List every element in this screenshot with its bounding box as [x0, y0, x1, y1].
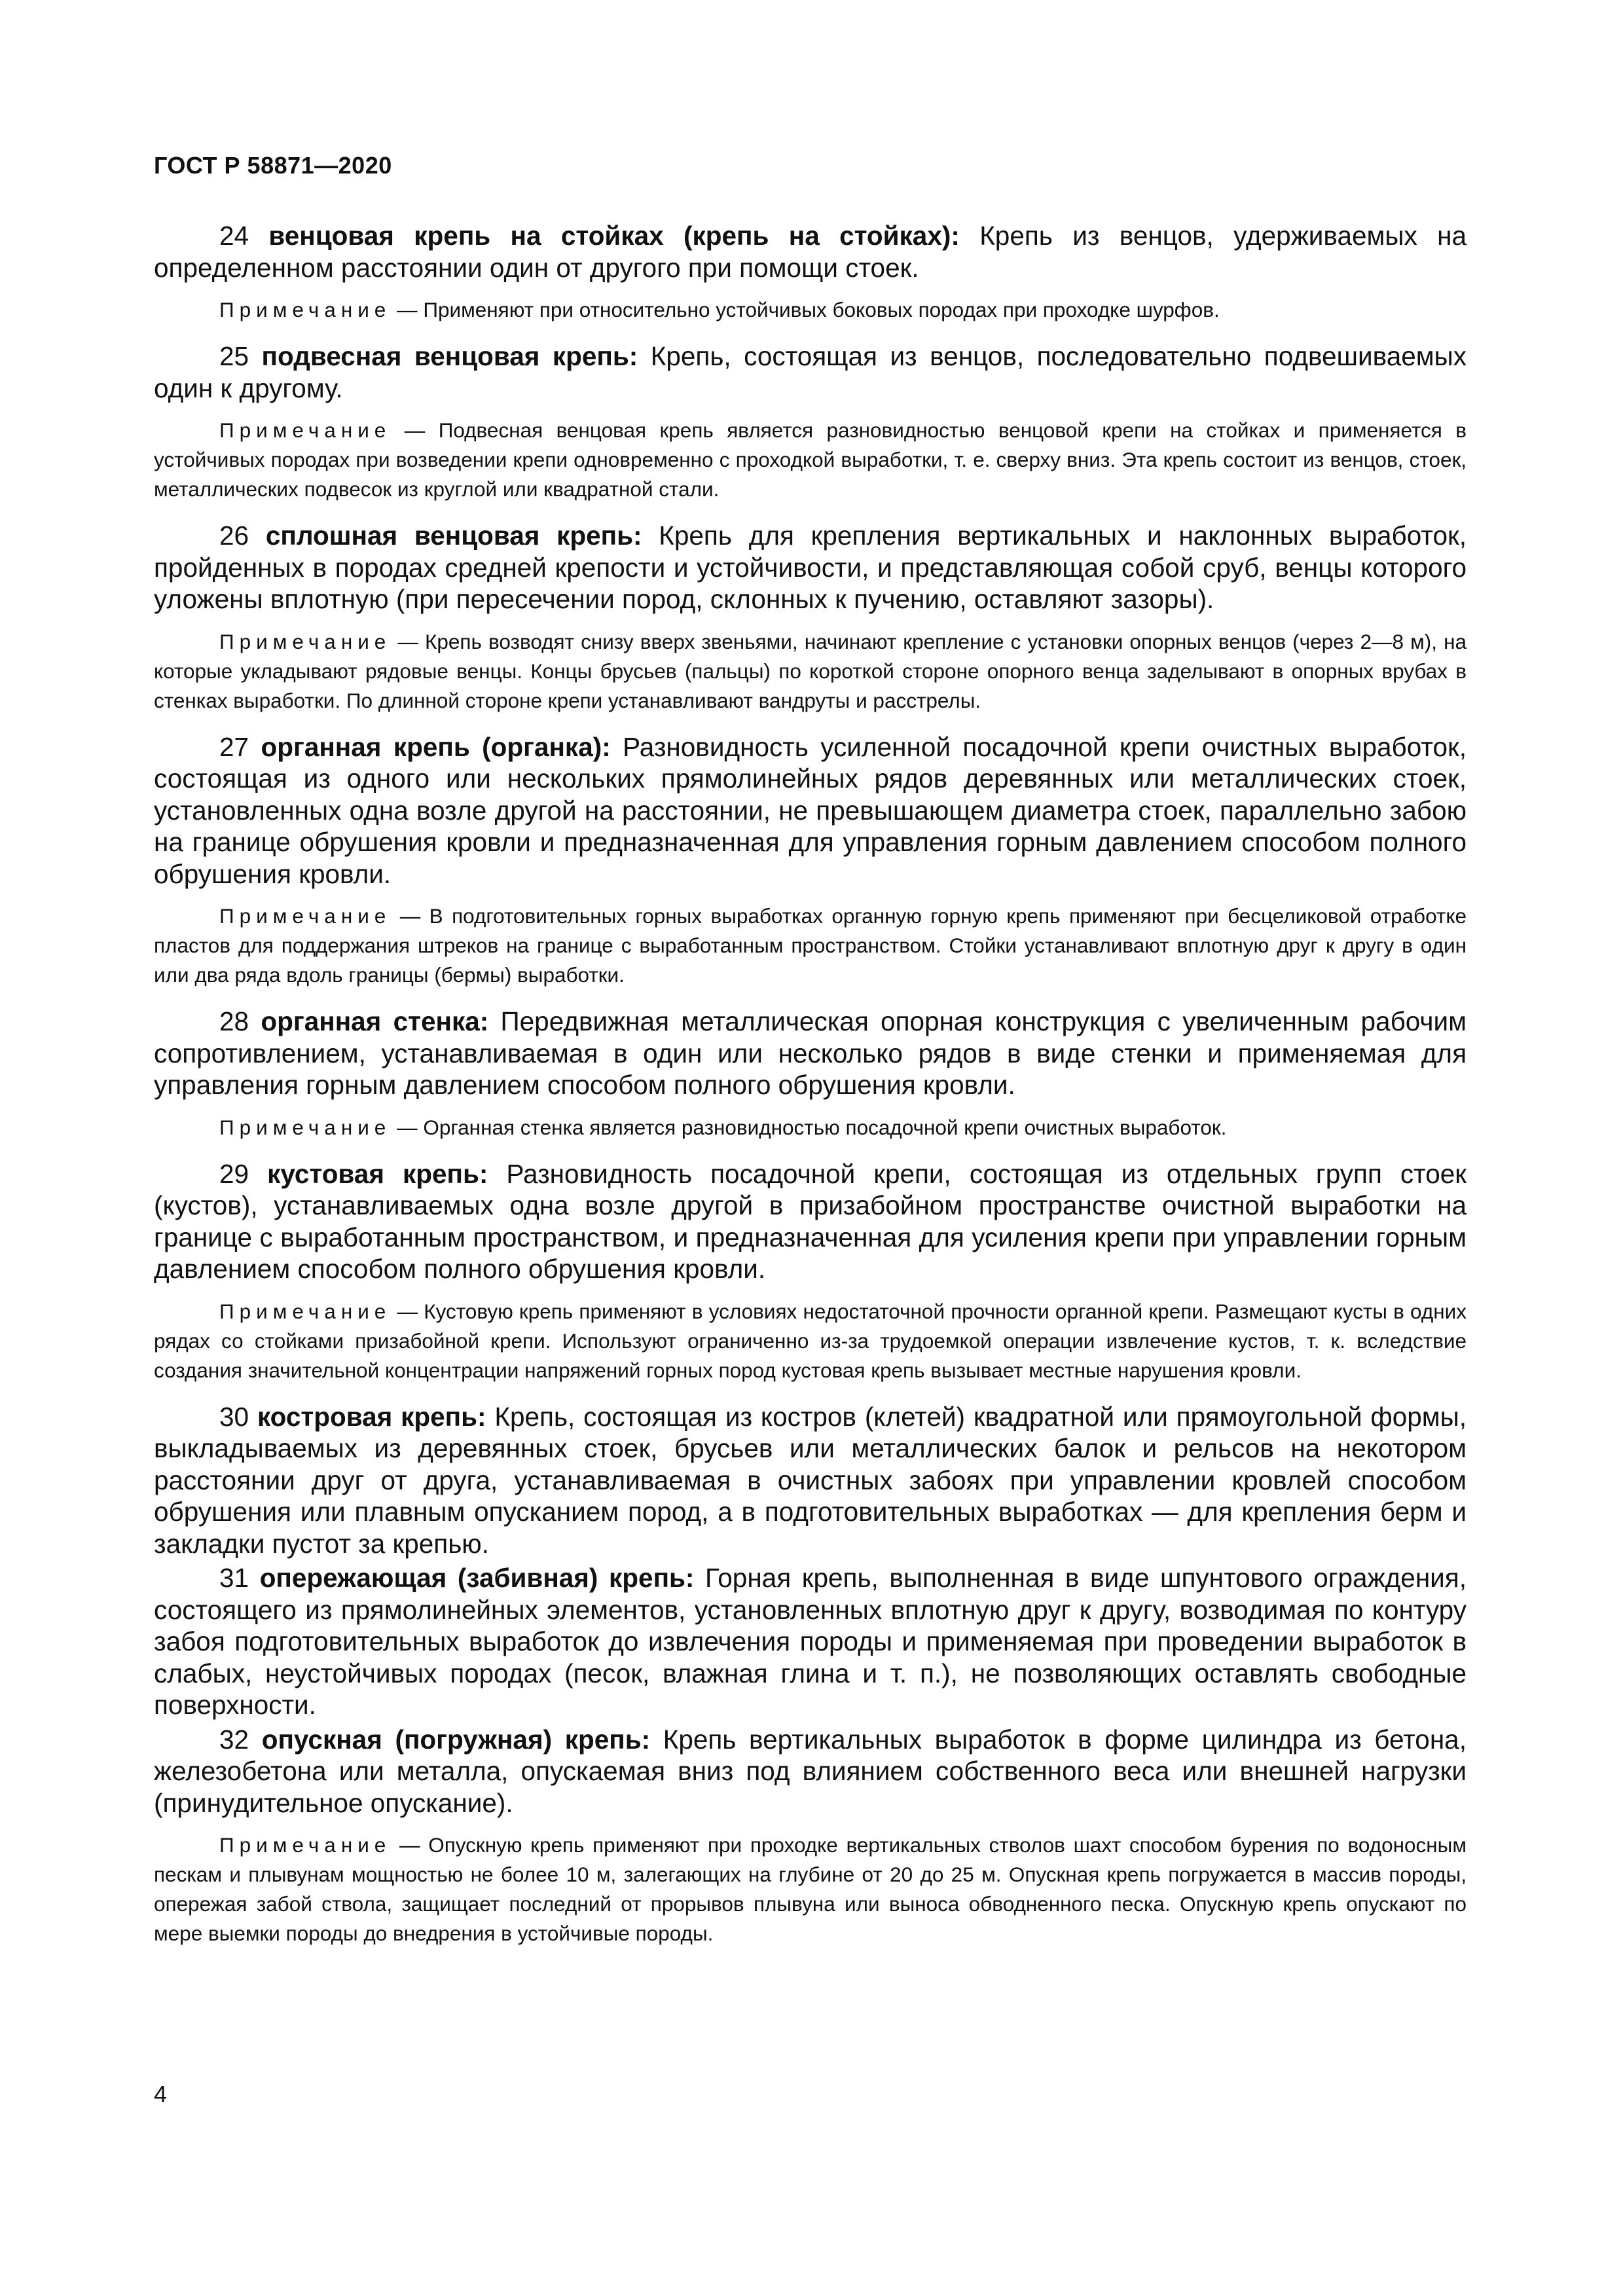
- term-title: подвесная венцовая крепь:: [261, 341, 638, 371]
- note-text: — Применяют при относительно устойчивых боковых породах при проходке шурфов.: [397, 298, 1220, 321]
- term-definition: Разновидность усиленной посадочной крепи очистных выработок, состоящая из одного или нескольких прямолинейных рядов деревянных или металлических стоек, установленных одна возле другой на расстоянии, не превышающем диаметра стоек, параллельно забою на границе обрушения кровли и предназначенная для управления горным давлением способом полного обрушения кровли.: [154, 731, 1467, 889]
- term-note: [154, 902, 1467, 990]
- note-label: Примечание: [219, 1833, 392, 1857]
- term-number: 28: [219, 1006, 249, 1036]
- term-title: кустовая крепь:: [267, 1158, 488, 1189]
- term-definition: Передвижная металлическая опорная конструкция с увеличенным рабочим сопротивлением, устанавливаемая в один или несколько рядов в виде стенки и применяемая для управления горным давлением способом полного обрушения кровли.: [154, 1006, 1467, 1100]
- note-label: Примечание: [219, 1115, 392, 1139]
- term-number: 29: [219, 1158, 249, 1189]
- term-note: [154, 295, 1467, 325]
- term-title: венцовая крепь на стойках (крепь на стойках):: [268, 221, 960, 251]
- note-label: Примечание: [219, 418, 392, 442]
- document-body: [154, 220, 1467, 1964]
- term-definition: Крепь для крепления вертикальных и наклонных выработок, пройденных в породах средней крепости и устойчивости, и представляющая собой сруб, венцы которого уложены вплотную (при пересечении пород, склонных к пучению, оставляют зазоры).: [154, 520, 1467, 614]
- term-entry: [154, 1724, 1467, 1819]
- term-definition: Разновидность посадочной крепи, состоящая из отдельных групп стоек (кустов), устанавливаемых одна возле другой в призабойном пространстве очистной выработки на границе с выработанным пространством, и предназначенная для усиления крепи при управлении горным давлением способом полного обрушения кровли.: [154, 1158, 1467, 1284]
- note-text: — Кустовую крепь применяют в условиях недостаточной прочности органной крепи. Размещают кусты в одних рядах со стойками призабойной крепи. Используют ограниченно из-за трудоемкой операции извлечение кустов, т. к. вследствие создания значительной концентрации напряжений горных пород кустовая крепь вызывает местные нарушения кровли.: [154, 1299, 1467, 1382]
- note-text: — Крепь возводят снизу вверх звеньями, начинают крепление с установки опорных венцов (через 2—8 м), на которые укладывают рядовые венцы. Концы брусьев (пальцы) по короткой стороне опорного венца заделывают в опорных врубах в стенках выработки. По длинной стороне крепи устанавливают вандруты и расстрелы.: [154, 629, 1467, 712]
- term-entry: [154, 220, 1467, 283]
- term-number: 31: [219, 1563, 249, 1593]
- term-entry: [154, 1401, 1467, 1560]
- term-entry: [154, 1562, 1467, 1721]
- term-definition: Крепь вертикальных выработок в форме цилиндра из бетона, железобетона или металла, опускаемая вниз под влиянием собственного веса или внешней нагрузки (принудительное опускание).: [154, 1724, 1467, 1818]
- term-title: опускная (погружная) крепь:: [261, 1724, 651, 1755]
- term-definition: Крепь, состоящая из венцов, последовательно подвешиваемых один к другому.: [154, 341, 1467, 403]
- term-title: органная крепь (органка):: [261, 731, 611, 762]
- term-definition: Крепь из венцов, удерживаемых на определенном расстоянии один от другого при помощи стоек.: [154, 221, 1467, 283]
- term-note: [154, 627, 1467, 716]
- term-entry: [154, 1006, 1467, 1101]
- term-title: костровая крепь:: [257, 1401, 486, 1432]
- term-number: 27: [219, 731, 249, 762]
- note-text: — Опускную крепь применяют при проходке вертикальных стволов шахт способом бурения по водоносным пескам и плывунам мощностью не более 10 м, залегающих на глубине от 20 до 25 м. Опускная крепь погружается в массив породы, опережая забой ствола, защищает последний от прорывов плывуна или выноса обводненного песка. Опускную крепь опускают по мере выемки породы до внедрения в устойчивые породы.: [154, 1833, 1467, 1945]
- term-note: [154, 1297, 1467, 1385]
- document-header: ГОСТ Р 58871—2020: [154, 152, 392, 179]
- term-entry: [154, 731, 1467, 890]
- term-number: 26: [219, 520, 249, 551]
- term-title: сплошная венцовая крепь:: [265, 520, 642, 551]
- note-text: — В подготовительных горных выработках органную горную крепь применяют при бесцеликовой отработке пластов для поддержания штреков на границе с выработанным пространством. Стойки устанавливают вплотную друг к другу в один или два ряда вдоль границы (бермы) выработки.: [154, 904, 1467, 987]
- term-entry: [154, 340, 1467, 404]
- note-label: Примечание: [219, 904, 392, 928]
- term-number: 30: [219, 1401, 249, 1432]
- page-number: 4: [154, 2081, 168, 2107]
- term-title: опережающая (забивная) крепь:: [259, 1563, 695, 1593]
- note-label: Примечание: [219, 298, 392, 321]
- note-label: Примечание: [219, 629, 392, 653]
- term-entry: [154, 520, 1467, 615]
- note-label: Примечание: [219, 1299, 392, 1323]
- term-note: [154, 1831, 1467, 1948]
- note-text: — Подвесная венцовая крепь является разновидностью венцовой крепи на стойках и применяется в устойчивых породах при возведении крепи одновременно с проходкой выработки, т. е. сверху вниз. Эта крепь состоит из венцов, стоек, металлических подвесок из круглой или квадратной стали.: [154, 418, 1467, 501]
- term-note: [154, 416, 1467, 504]
- term-note: [154, 1113, 1467, 1142]
- term-entry: [154, 1158, 1467, 1285]
- term-number: 32: [219, 1724, 249, 1755]
- term-definition: Крепь, состоящая из костров (клетей) квадратной или прямоугольной формы, выкладываемых из деревянных стоек, брусьев или металлических балок и рельсов на некотором расстоянии друг от друга, устанавливаемая в очистных забоях при управлении кровлей способом обрушения или плавным опусканием пород, а в подготовительных выработках — для крепления берм и закладки пустот за крепью.: [154, 1401, 1467, 1559]
- note-text: — Органная стенка является разновидностью посадочной крепи очистных выработок.: [397, 1115, 1227, 1139]
- term-number: 24: [219, 221, 249, 251]
- term-definition: Горная крепь, выполненная в виде шпунтового ограждения, состоящего из прямолинейных элементов, установленных вплотную друг к другу, возводимая по контуру забоя подготовительных выработок до извлечения породы и применяемая при проведении выработок в слабых, неустойчивых породах (песок, влажная глина и т. п.), не позволяющих оставлять свободные поверхности.: [154, 1563, 1467, 1720]
- term-title: органная стенка:: [261, 1006, 489, 1036]
- term-number: 25: [219, 341, 249, 371]
